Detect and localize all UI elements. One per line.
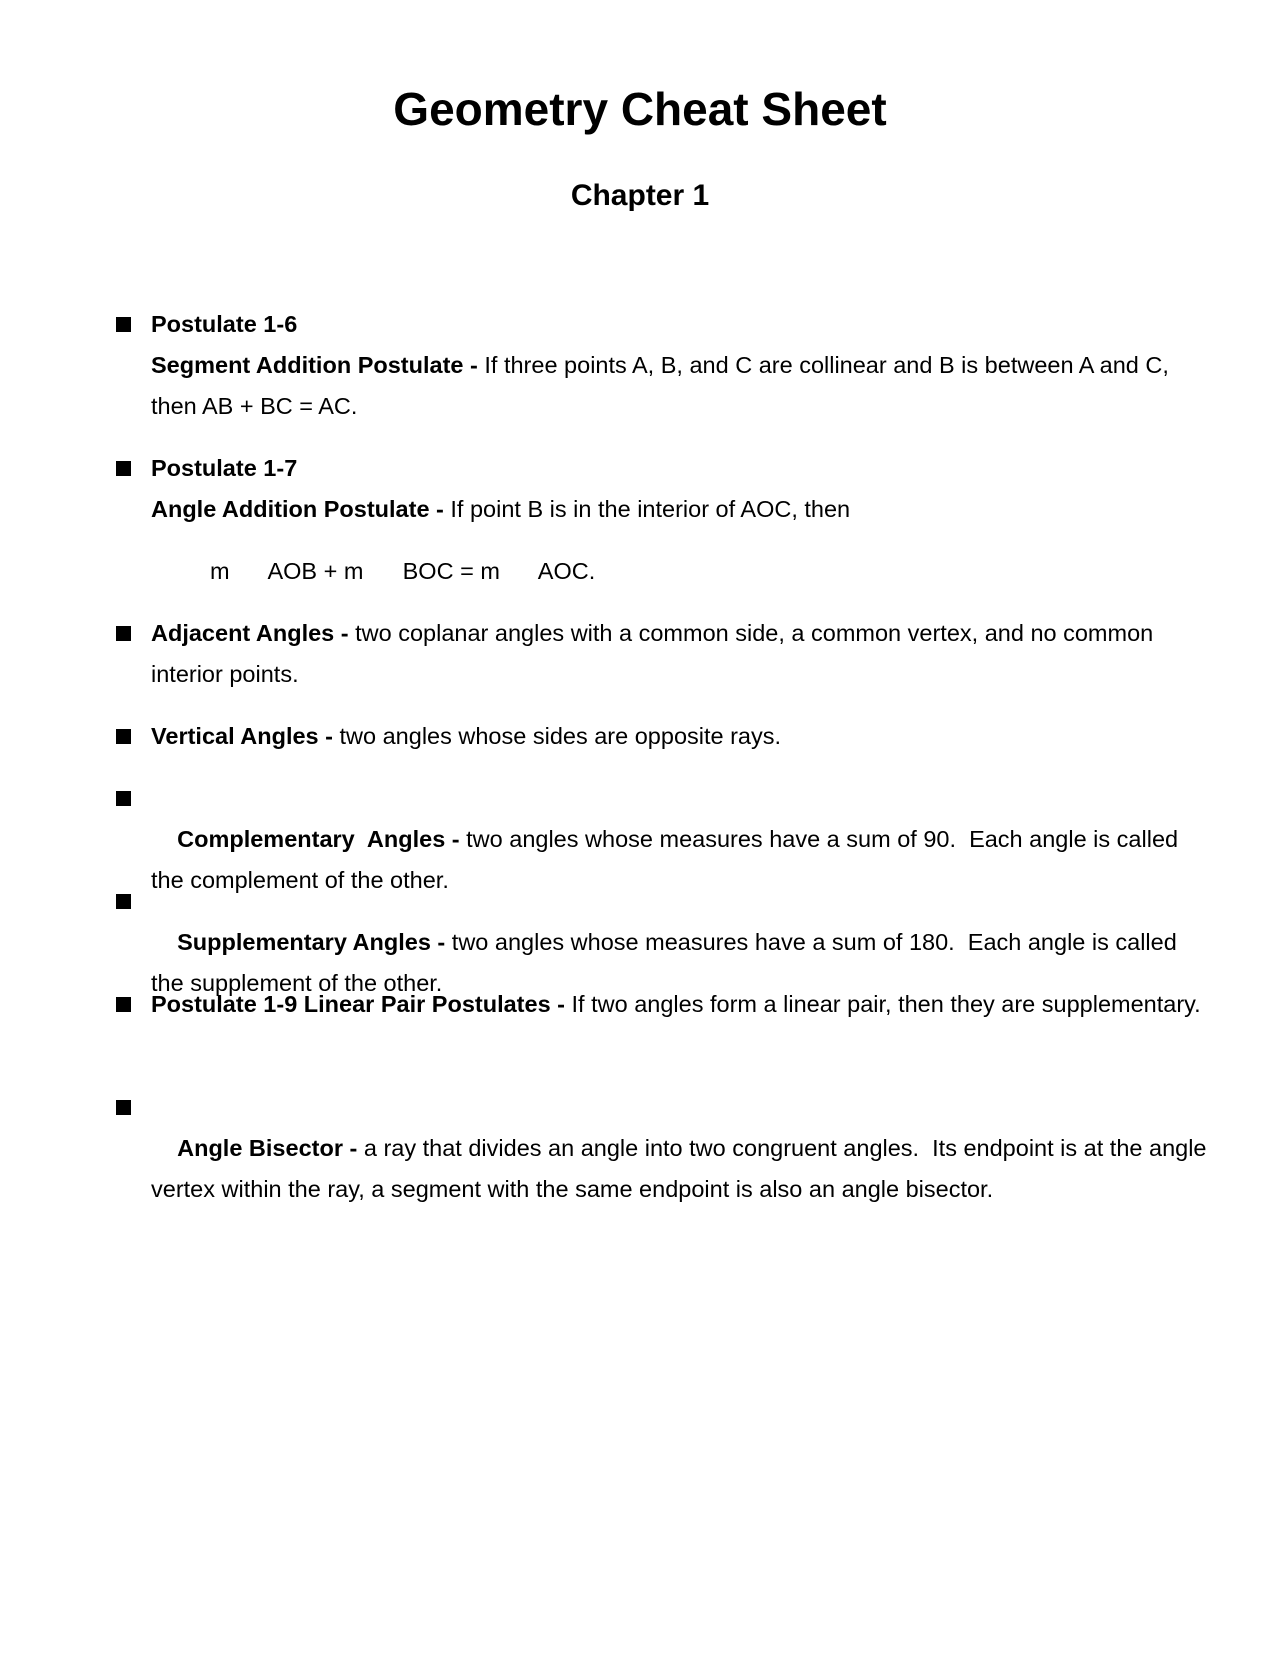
item-term: Angle Addition Postulate - [151, 496, 444, 522]
list-item [151, 448, 1211, 530]
item-term: Segment Addition Postulate - [151, 352, 478, 378]
item-text: two angles whose measures have a sum of 90. Each angle is called the complement of the other. [151, 826, 1185, 893]
bullet-icon [116, 894, 131, 909]
item-text: If two angles form a linear pair, then they are supplementary. [565, 991, 1201, 1017]
bullet-icon [116, 1100, 131, 1115]
item-term: Angle Bisector - [177, 1135, 358, 1161]
item-heading: Postulate 1-7 [151, 455, 298, 481]
item-term: Vertical Angles - [151, 723, 333, 749]
bullet-icon [116, 626, 131, 641]
item-term: Postulate 1-9 Linear Pair Postulates - [151, 991, 565, 1017]
list-item [151, 1087, 1214, 1251]
list-item [151, 304, 1211, 427]
list-item [151, 716, 1211, 757]
item-text: two angles whose measures have a sum of 180. Each angle is called the supplement of the other. [151, 929, 1184, 996]
bullet-icon [116, 729, 131, 744]
item-term: Complementary Angles - [177, 826, 460, 852]
item-text: If three points A, B, and C are collinear and B is between A and C, then AB + BC = AC. [151, 352, 1169, 419]
bullet-icon [116, 461, 131, 476]
list-item [151, 984, 1211, 1025]
item-formula: m AOB + m BOC = m AOC. [210, 558, 596, 584]
item-text: two coplanar angles with a common side, a common vertex, and no common interior points. [151, 620, 1154, 687]
list-item [151, 613, 1211, 695]
item-heading: Postulate 1-6 [151, 311, 298, 337]
bullet-icon [116, 791, 131, 806]
bullet-icon [116, 317, 131, 332]
item-text: If point B is in the interior of AOC, then [443, 496, 851, 522]
bullet-icon [116, 997, 131, 1012]
item-text: two angles whose sides are opposite rays. [332, 723, 782, 749]
page-title: Geometry Cheat Sheet [393, 83, 887, 135]
item-term: Adjacent Angles - [151, 620, 349, 646]
chapter-heading: Chapter 1 [570, 179, 710, 212]
item-term: Supplementary Angles - [177, 929, 446, 955]
item-text: a ray that divides an angle into two congruent angles. Its endpoint is at the angle vertex within the ray, a segment with the same endpoint is also an angle bisector. [151, 1135, 1214, 1202]
